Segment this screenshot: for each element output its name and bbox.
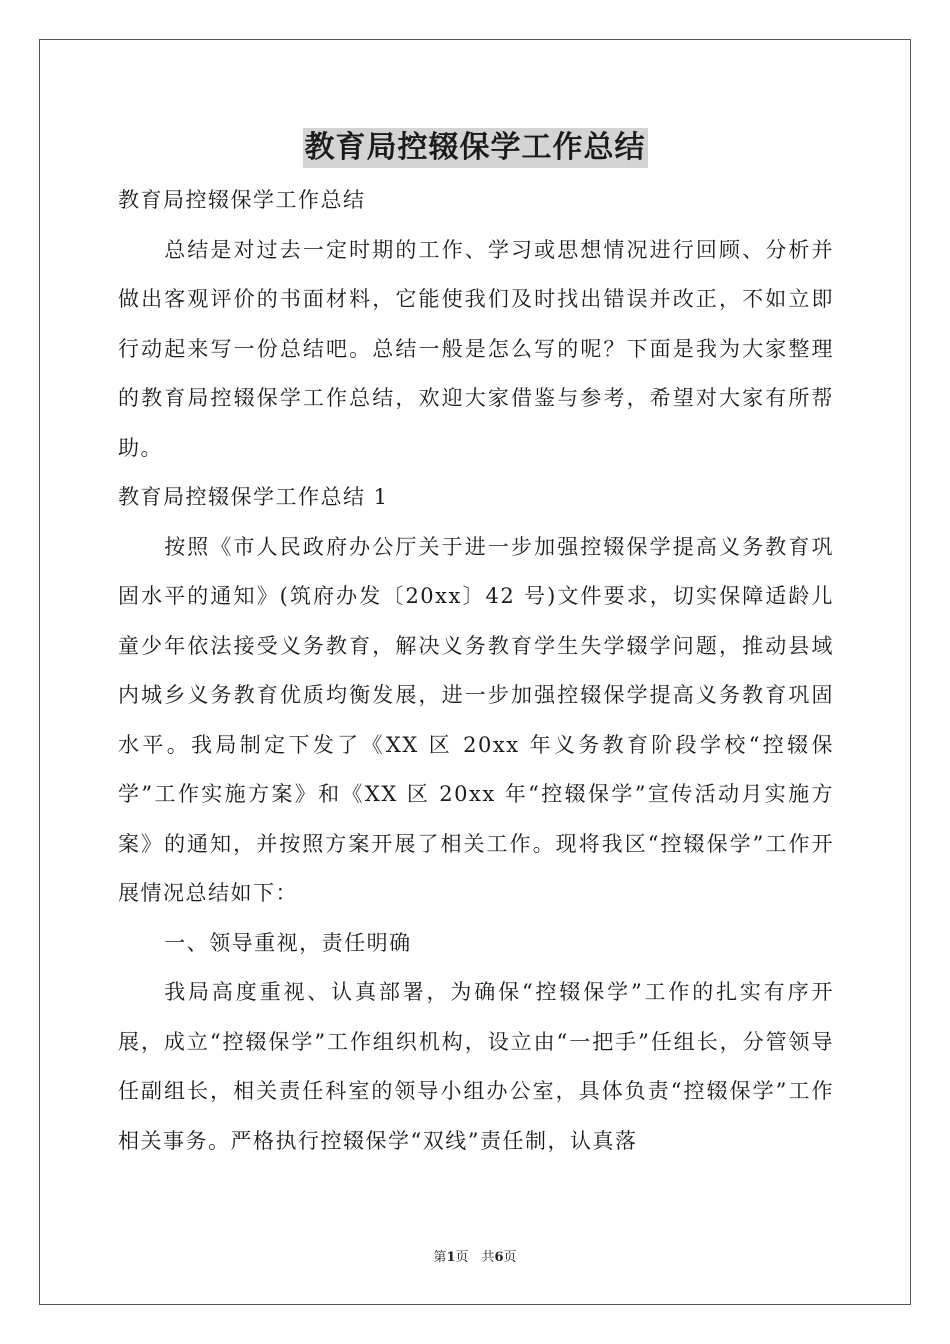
document-body [118, 176, 834, 1166]
paragraph: 教育局控辍保学工作总结 1 [118, 485, 389, 509]
section-heading: 一、领导重视，责任明确 [164, 930, 412, 955]
document-title: 教育局控辍保学工作总结 [303, 128, 648, 168]
paragraph: 按照《市人民政府办公厅关于进一步加强控辍保学提高义务教育巩固水平的通知》(筑府办发〔20xx〕42 号)文件要求，切实保障适龄儿童少年依法接受义务教育，解决义务教育学生失学辍学问题，推动县域内城乡义务教育优质均衡发展，进一步加强控辍保学提高义务教育巩固水平。我局制定下发了《XX 区 20xx 年义务教育阶段学校“控辍保学”工作实施方案》和《XX 区 20xx 年“控辍保学”宣传活动月实施方案》的通知，并按照方案开展了相关工作。现将我区“控辍保学”工作开展情况总结如下： [118, 534, 834, 905]
paragraph: 教育局控辍保学工作总结 [118, 188, 366, 212]
page-total: 6 [494, 1250, 504, 1265]
page-footer [0, 1246, 950, 1265]
paragraph: 我局高度重视、认真部署，为确保“控辍保学”工作的扎实有序开展，成立“控辍保学”工作组织机构，设立由“一把手”任组长，分管领导任副组长，相关责任科室的领导小组办公室，具体负责“控辍保学”工作相关事务。严格执行控辍保学“双线”责任制，认真落 [118, 980, 834, 1153]
page-prefix: 第 [433, 1250, 447, 1265]
paragraph: 总结是对过去一定时期的工作、学习或思想情况进行回顾、分析并做出客观评价的书面材料，它能使我们及时找出错误并改正，不如立即行动起来写一份总结吧。总结一般是怎么写的呢？下面是我为大家整理的教育局控辍保学工作总结，欢迎大家借鉴与参考，希望对大家有所帮助。 [118, 237, 834, 460]
page-suffix: 页 [503, 1250, 517, 1265]
title-wrap [0, 128, 950, 168]
page-current: 1 [446, 1250, 456, 1265]
page-mid: 页 共 [455, 1250, 495, 1265]
